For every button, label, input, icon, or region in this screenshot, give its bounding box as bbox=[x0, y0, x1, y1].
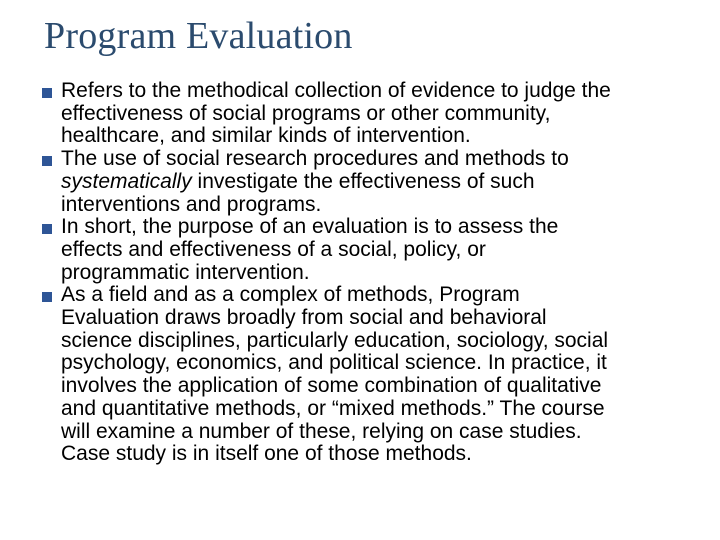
bullet-item bbox=[42, 216, 702, 284]
bullet-item bbox=[42, 284, 702, 466]
bullet-line: As a field and as a complex of methods, Program bbox=[61, 283, 520, 307]
bullet-line: The use of social research procedures and methods to bbox=[61, 147, 569, 171]
bullet-line: healthcare, and similar kinds of intervention. bbox=[61, 124, 471, 148]
square-bullet-icon bbox=[42, 292, 52, 302]
square-bullet-icon bbox=[42, 224, 52, 234]
bullet-line: will examine a number of these, relying on case studies. bbox=[61, 419, 582, 443]
bullet-line: and quantitative methods, or “mixed methods.” The course bbox=[61, 396, 605, 420]
bullet-item bbox=[42, 80, 702, 148]
bullet-line: psychology, economics, and political science. In practice, it bbox=[61, 351, 607, 375]
square-bullet-icon bbox=[42, 156, 52, 166]
bullet-line: science disciplines, particularly education, sociology, social bbox=[61, 328, 609, 352]
bullet-line: interventions and programs. bbox=[61, 192, 322, 216]
emphasis-text: systematically bbox=[61, 169, 192, 193]
bullet-line bbox=[61, 171, 702, 194]
bullet-list bbox=[42, 80, 702, 466]
bullet-line: effectiveness of social programs or other community, bbox=[61, 101, 551, 125]
bullet-line: programmatic intervention. bbox=[61, 260, 310, 284]
bullet-line: Case study is in itself one of those methods. bbox=[61, 442, 472, 466]
slide-title: Program Evaluation bbox=[44, 15, 353, 57]
bullet-line: Refers to the methodical collection of evidence to judge the bbox=[61, 79, 611, 102]
bullet-line-rest: investigate the effectiveness of such bbox=[191, 169, 535, 193]
bullet-line: involves the application of some combination of qualitative bbox=[61, 374, 602, 398]
bullet-line: In short, the purpose of an evaluation is to assess the bbox=[61, 215, 559, 239]
bullet-line: effects and effectiveness of a social, policy, or bbox=[61, 237, 486, 261]
bullet-line: Evaluation draws broadly from social and behavioral bbox=[61, 306, 547, 330]
square-bullet-icon bbox=[42, 88, 52, 98]
bullet-item bbox=[42, 148, 702, 216]
